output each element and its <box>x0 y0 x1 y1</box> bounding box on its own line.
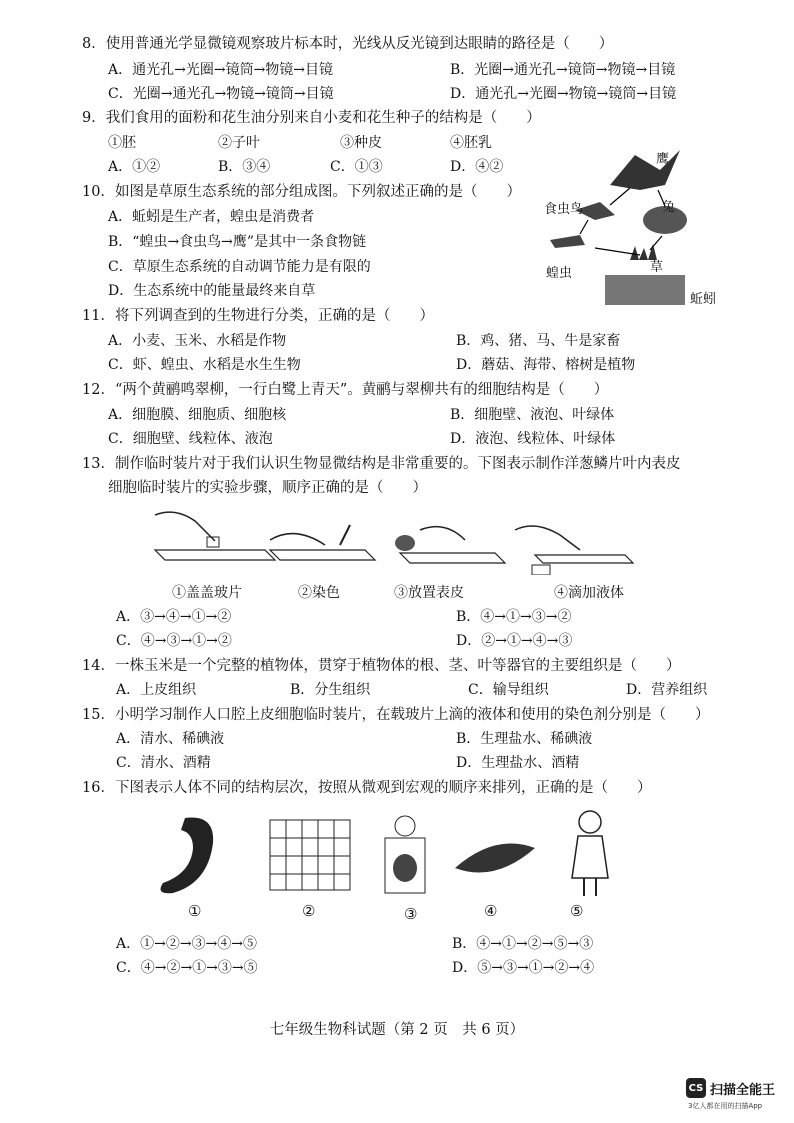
q11-option-b: B．鸡、猪、马、牛是家畜 <box>456 333 621 349</box>
q8-option-a: A．通光孔→光圈→镜筒→物镜→目镜 <box>108 62 334 78</box>
label-step-4: ④滴加液体 <box>554 585 624 601</box>
question-13-stem-line2: 细胞临时装片的实验步骤，顺序正确的是（ ） <box>108 480 427 496</box>
label-step-1: ①盖盖玻片 <box>172 585 242 601</box>
question-10-stem: 10．如图是草原生态系统的部分组成图。下列叙述正确的是（ ） <box>82 184 521 200</box>
q15-option-b: B．生理盐水、稀碘液 <box>456 731 593 747</box>
question-14-stem: 14．一株玉米是一个完整的植物体，贯穿于植物体的根、茎、叶等器官的主要组织是（ ） <box>82 658 681 674</box>
q15-option-a: A．清水、稀碘液 <box>116 731 225 747</box>
cell-icon <box>455 844 535 873</box>
step-cover-slip-icon <box>155 512 275 560</box>
step-add-liquid-icon <box>515 526 633 575</box>
q14-option-c: C．输导组织 <box>468 682 549 698</box>
eagle-icon <box>610 150 680 190</box>
q11-option-d: D．蘑菇、海带、榕树是植物 <box>456 357 636 373</box>
label-earthworm: 蚯蚓 <box>690 292 717 307</box>
scanner-brand: 扫描全能王 <box>710 1082 776 1098</box>
q16-option-d: D．⑤→③→①→②→④ <box>452 960 595 976</box>
label-level-3: ③ <box>404 905 418 923</box>
slide-steps-figure <box>145 505 635 575</box>
q11-option-c: C．虾、蝗虫、水稻是水生生物 <box>108 357 301 373</box>
q13-option-b: B．④→①→③→② <box>456 609 572 625</box>
label-eagle: 鹰 <box>656 152 670 167</box>
q8-option-b: B．光圈→通光孔→镜筒→物镜→目镜 <box>450 62 676 78</box>
question-9-stem: 9．我们食用的面粉和花生油分别来自小麦和花生种子的结构是（ ） <box>82 110 541 126</box>
earthworm-icon <box>605 275 685 305</box>
scanner-tagline: 3亿人都在用的扫描App <box>688 1102 763 1110</box>
q9-item-4: ④胚乳 <box>450 135 492 151</box>
q10-option-d: D．生态系统中的能量最终来自草 <box>108 283 316 299</box>
q12-option-d: D．液泡、线粒体、叶绿体 <box>450 431 616 447</box>
label-grass: 草 <box>650 260 664 275</box>
q8-option-d: D．通光孔→光圈→物镜→镜筒→目镜 <box>450 86 677 102</box>
q10-option-a: A．蚯蚓是生产者，蝗虫是消费者 <box>108 209 315 225</box>
label-step-2: ②染色 <box>298 585 340 601</box>
q12-option-a: A．细胞膜、细胞质、细胞核 <box>108 407 287 423</box>
q9-item-1: ①胚 <box>108 135 136 151</box>
q13-option-d: D．②→①→④→③ <box>456 633 573 649</box>
human-organs-icon <box>385 816 425 893</box>
q10-option-b: B．“蝗虫→食虫鸟→鹰”是其中一条食物链 <box>108 234 367 250</box>
stomach-icon <box>161 818 214 894</box>
step-place-epidermis-icon <box>395 527 505 563</box>
question-8-stem: 8．使用普通光学显微镜观察玻片标本时，光线从反光镜到达眼睛的路径是（ ） <box>82 36 614 52</box>
q9-item-3: ③种皮 <box>340 135 382 151</box>
tissue-cells-icon <box>270 820 350 890</box>
label-rabbit: 兔 <box>662 200 676 215</box>
q9-option-d: D．④② <box>450 159 504 175</box>
question-15-stem: 15．小明学习制作人口腔上皮细胞临时装片，在载玻片上滴的液体和使用的染色剂分别是（ ） <box>82 707 710 723</box>
question-11-stem: 11．将下列调查到的生物进行分类，正确的是（ ） <box>82 308 434 324</box>
food-web-figure <box>540 130 720 310</box>
q9-option-a: A．①② <box>108 159 161 175</box>
label-step-3: ③放置表皮 <box>394 585 464 601</box>
body-levels-figure <box>160 808 620 900</box>
label-level-4: ④ <box>484 902 498 920</box>
q12-option-c: C．细胞壁、线粒体、液泡 <box>108 431 273 447</box>
question-13-stem: 13．制作临时装片对于我们认识生物显微结构是非常重要的。下图表示制作洋葱鳞片叶内表皮 <box>82 456 681 472</box>
q13-option-a: A．③→④→①→② <box>116 609 232 625</box>
label-level-1: ① <box>188 902 202 920</box>
q10-option-c: C．草原生态系统的自动调节能力是有限的 <box>108 259 371 275</box>
question-12-stem: 12．“两个黄鹂鸣翠柳，一行白鹭上青天”。黄鹂与翠柳共有的细胞结构是（ ） <box>82 382 609 398</box>
q9-option-b: B．③④ <box>218 159 271 175</box>
q15-option-d: D．生理盐水、酒精 <box>456 755 580 771</box>
grasshopper-icon <box>550 235 585 248</box>
q13-option-c: C．④→③→①→② <box>116 633 232 649</box>
label-grasshopper: 蝗虫 <box>546 266 573 281</box>
q9-item-2: ②子叶 <box>218 135 260 151</box>
q14-option-b: B．分生组织 <box>290 682 371 698</box>
label-level-2: ② <box>302 902 316 920</box>
cs-badge-icon: CS <box>686 1078 706 1098</box>
q12-option-b: B．细胞壁、液泡、叶绿体 <box>450 407 615 423</box>
q14-option-a: A．上皮组织 <box>116 682 197 698</box>
q16-option-b: B．④→①→②→⑤→③ <box>452 936 594 952</box>
label-bird: 食虫鸟 <box>544 202 584 217</box>
question-16-stem: 16．下图表示人体不同的结构层次，按照从微观到宏观的顺序来排列，正确的是（ ） <box>82 780 652 796</box>
girl-icon <box>572 811 608 896</box>
q14-option-d: D．营养组织 <box>626 682 708 698</box>
q11-option-a: A．小麦、玉米、水稻是作物 <box>108 333 287 349</box>
page-footer: 七年级生物科试题（第 2 页 共 6 页） <box>269 1022 525 1038</box>
step-stain-icon <box>270 525 375 560</box>
q9-option-c: C．①③ <box>330 159 383 175</box>
scanner-logo <box>686 1078 775 1098</box>
q8-option-c: C．光圈→通光孔→物镜→镜筒→目镜 <box>108 86 334 102</box>
q16-option-c: C．④→②→①→③→⑤ <box>116 960 258 976</box>
q16-option-a: A．①→②→③→④→⑤ <box>116 936 258 952</box>
label-level-5: ⑤ <box>570 902 584 920</box>
q15-option-c: C．清水、酒精 <box>116 755 211 771</box>
